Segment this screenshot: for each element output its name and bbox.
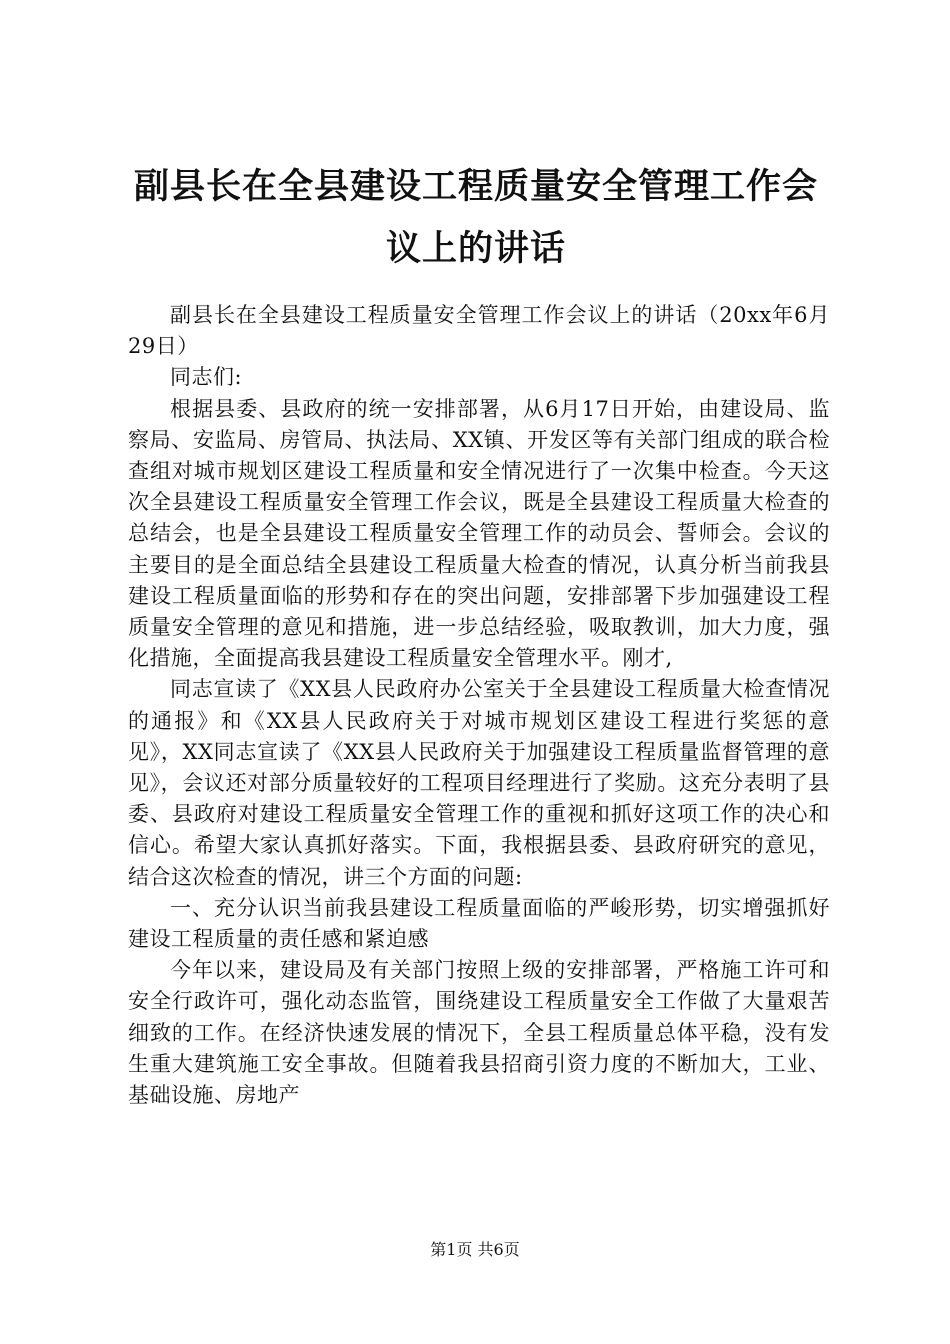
paragraph-intro: 根据县委、县政府的统一安排部署，从6月17日开始，由建设局、监察局、安监局、房管局、执法局、XX镇、开发区等有关部门组成的联合检查组对城市规划区建设工程质量和安全情况进行了一次集中检查。今天这次全县建设工程质量安全管理工作会议，既是全县建设工程质量大检查的总结会，也是全县建设工程质量安全管理工作的动员会、誓师会。会议的主要目的是全面总结全县建设工程质量大检查的情况，认真分析当前我县建设工程质量面临的形势和存在的突出问题，安排部署下步加强建设工程质量安全管理的意见和措施，进一步总结经验，吸取教训，加大力度，强化措施，全面提高我县建设工程质量安全管理水平。刚才, (128, 396, 830, 671)
page-number-footer: 第1页 共6页 (430, 1240, 520, 1259)
paragraph-reading: 同志宣读了《XX县人民政府办公室关于全县建设工程质量大检查情况的通报》和《XX县人民政府关于对城市规划区建设工程进行奖惩的意见》，XX同志宣读了《XX县人民政府关于加强建设工程质量监督管理的意见》，会议还对部分质量较好的工程项目经理进行了奖励。这充分表明了县委、县政府对建设工程质量安全管理工作的重视和抓好这项工作的决心和信心。希望大家认真抓好落实。下面，我根据县委、县政府研究的意见，结合这次检查的情况，讲三个方面的问题: (128, 677, 830, 889)
paragraph-section-one: 今年以来，建设局及有关部门按照上级的安排部署，严格施工许可和安全行政许可，强化动态监管，围绕建设工程质量安全工作做了大量艰苦细致的工作。在经济快速发展的情况下，全县工程质量总体平稳，没有发生重大建筑施工安全事故。但随着我县招商引资力度的不断加大，工业、基础设施、房地产 (128, 958, 830, 1108)
paragraph-salutation: 同志们: (170, 365, 243, 390)
document-title: 副县长在全县建设工程质量安全管理工作会议上的讲话 (133, 167, 818, 269)
section-heading-one: 一、充分认识当前我县建设工程质量面临的严峻形势，切实增强抓好建设工程质量的责任感和紧迫感 (128, 895, 830, 952)
document-body (128, 300, 830, 1111)
paragraph-subtitle: 副县长在全县建设工程质量安全管理工作会议上的讲话（20xx年6月29日） (128, 303, 830, 359)
